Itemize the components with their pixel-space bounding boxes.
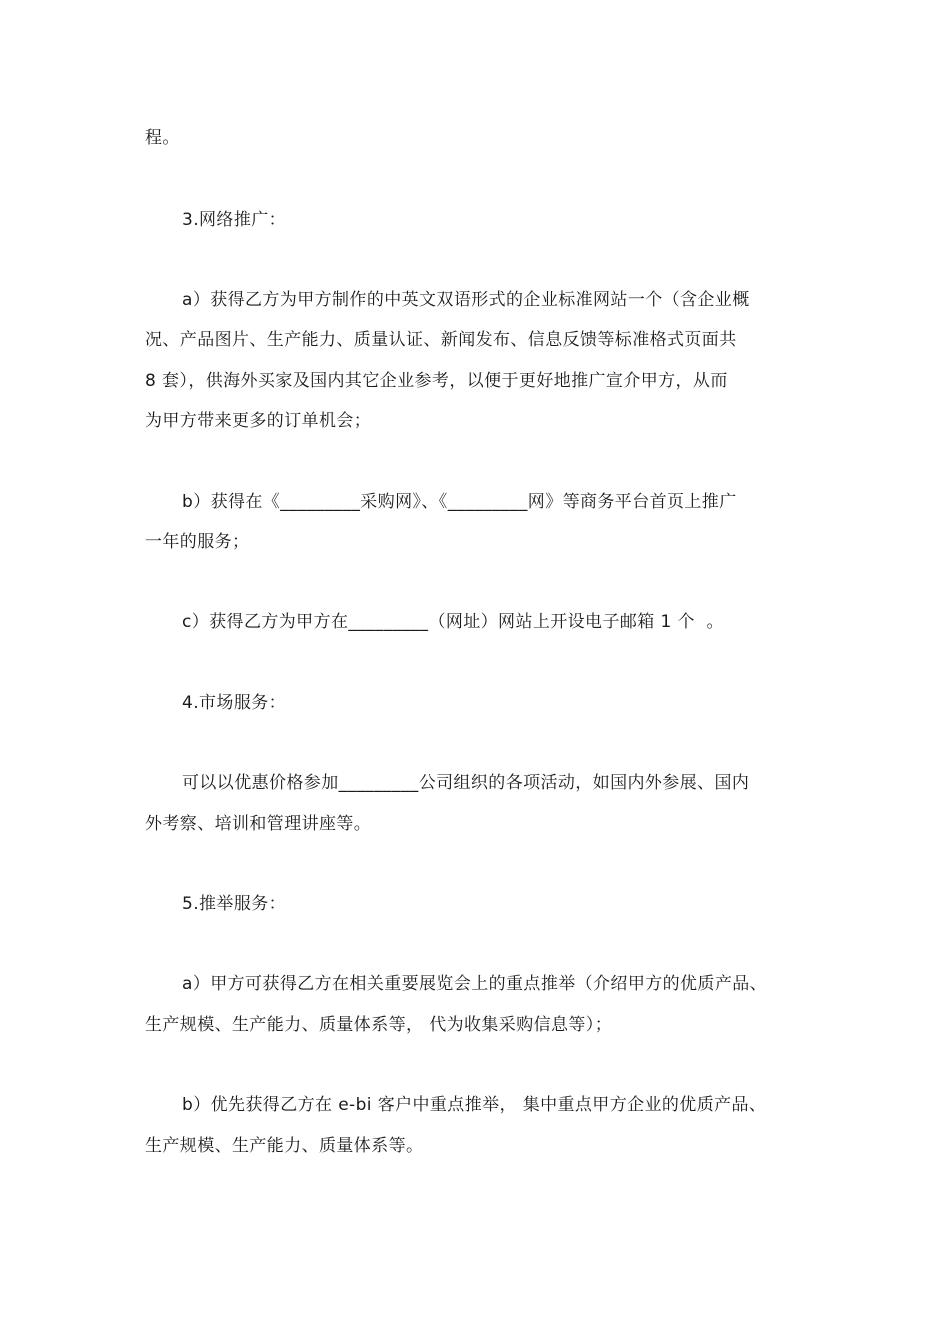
section-heading: 5.推举服务： — [182, 894, 287, 914]
text-line: 为甲方带来更多的订单机会； — [145, 411, 372, 431]
text-line: 一年的服务； — [145, 532, 250, 552]
text-line: 生产规模、生产能力、质量体系等。 — [145, 1136, 424, 1156]
text-line: 生产规模、生产能力、质量体系等， 代为收集采购信息等）； — [145, 1015, 613, 1035]
text-line: a）甲方可获得乙方在相关重要展览会上的重点推举（介绍甲方的优质产品、 — [182, 974, 768, 994]
text-line: 可以以优惠价格参加_________公司组织的各项活动，如国内外参展、国内 — [182, 773, 750, 793]
section-heading: 4.市场服务： — [182, 693, 287, 713]
text-line: 况、产品图片、生产能力、质量认证、新闻发布、信息反馈等标准格式页面共 — [145, 330, 737, 350]
text-line: b）获得在《_________采购网》、《_________网》等商务平台首页上推广 — [182, 492, 737, 512]
text-line: a）获得乙方为甲方制作的中英文双语形式的企业标准网站一个（含企业概 — [182, 290, 750, 310]
text-line: 程。 — [145, 128, 180, 148]
text-line: c）获得乙方为甲方在_________（网址）网站上开设电子邮箱 1 个 。 — [182, 612, 724, 632]
section-heading: 3.网络推广： — [182, 210, 287, 230]
text-line: b）优先获得乙方在 e-bi 客户中重点推举， 集中重点甲方企业的优质产品、 — [182, 1095, 767, 1115]
text-line: 8 套），供海外买家及国内其它企业参考，以便于更好地推广宣介甲方，从而 — [145, 371, 728, 391]
text-line: 外考察、培训和管理讲座等。 — [145, 814, 372, 834]
